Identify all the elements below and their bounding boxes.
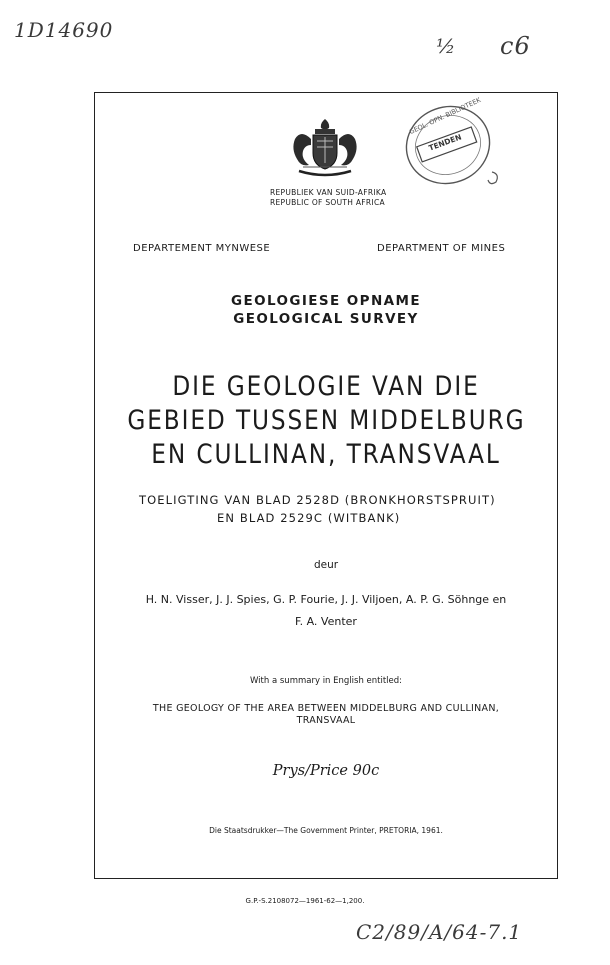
department-english: DEPARTMENT OF MINES — [377, 243, 506, 254]
printer-imprint: Die Staatsdrukker—The Government Printer, PRETORIA, 1961. — [209, 826, 443, 835]
department-afrikaans: DEPARTEMENT MYNWESE — [133, 243, 271, 254]
stamp-label-text: TENDEN — [427, 132, 463, 153]
authors-line-2: F. A. Venter — [295, 615, 357, 628]
stamp-upper-text: GEOL. OPN. BIBLIOTEEK — [407, 95, 483, 137]
survey-english: GEOLOGICAL SURVEY — [233, 311, 419, 327]
coat-of-arms — [285, 115, 365, 181]
by-label: deur — [313, 559, 339, 571]
handwritten-top-right-fraction: ½ — [436, 34, 457, 58]
title-line-3: EN CULLINAN, TRANSVAAL — [151, 439, 501, 470]
title-line-2: GEBIED TUSSEN MIDDELBURG — [127, 405, 526, 436]
title-page-frame — [94, 92, 558, 879]
survey-afrikaans: GEOLOGIESE OPNAME — [231, 293, 421, 309]
authors-line-1: H. N. Visser, J. J. Spies, G. P. Fourie, J. J. Viljoen, A. P. G. Söhnge en — [145, 593, 507, 606]
handwritten-top-left: 1D14690 — [14, 18, 114, 42]
summary-intro: With a summary in English entitled: — [249, 676, 403, 686]
title-line-1: DIE GEOLOGIE VAN DIE — [172, 371, 480, 402]
summary-title-line-1: THE GEOLOGY OF THE AREA BETWEEN MIDDELBURG AND CULLINAN, — [152, 703, 500, 714]
government-printer-code: G.P.-S.2108072—1961-62—1,200. — [245, 897, 365, 905]
summary-title-line-2: TRANSVAAL — [296, 715, 356, 726]
republic-name-afrikaans: REPUBLIEK VAN SUID-AFRIKA — [270, 188, 387, 197]
explanation-line-2: EN BLAD 2529C (WITBANK) — [217, 511, 401, 525]
republic-name-english: REPUBLIC OF SOUTH AFRICA — [270, 198, 385, 207]
handwritten-bottom-right: C2/89/A/64-7.1 — [356, 920, 523, 944]
coat-of-arms-icon — [285, 115, 365, 181]
price: Prys/Price 90c — [272, 763, 380, 779]
explanation-line-1: TOELIGTING VAN BLAD 2528D (BRONKHORSTSPRUIT) — [139, 493, 496, 507]
handwritten-top-right-mark: c6 — [500, 32, 531, 60]
